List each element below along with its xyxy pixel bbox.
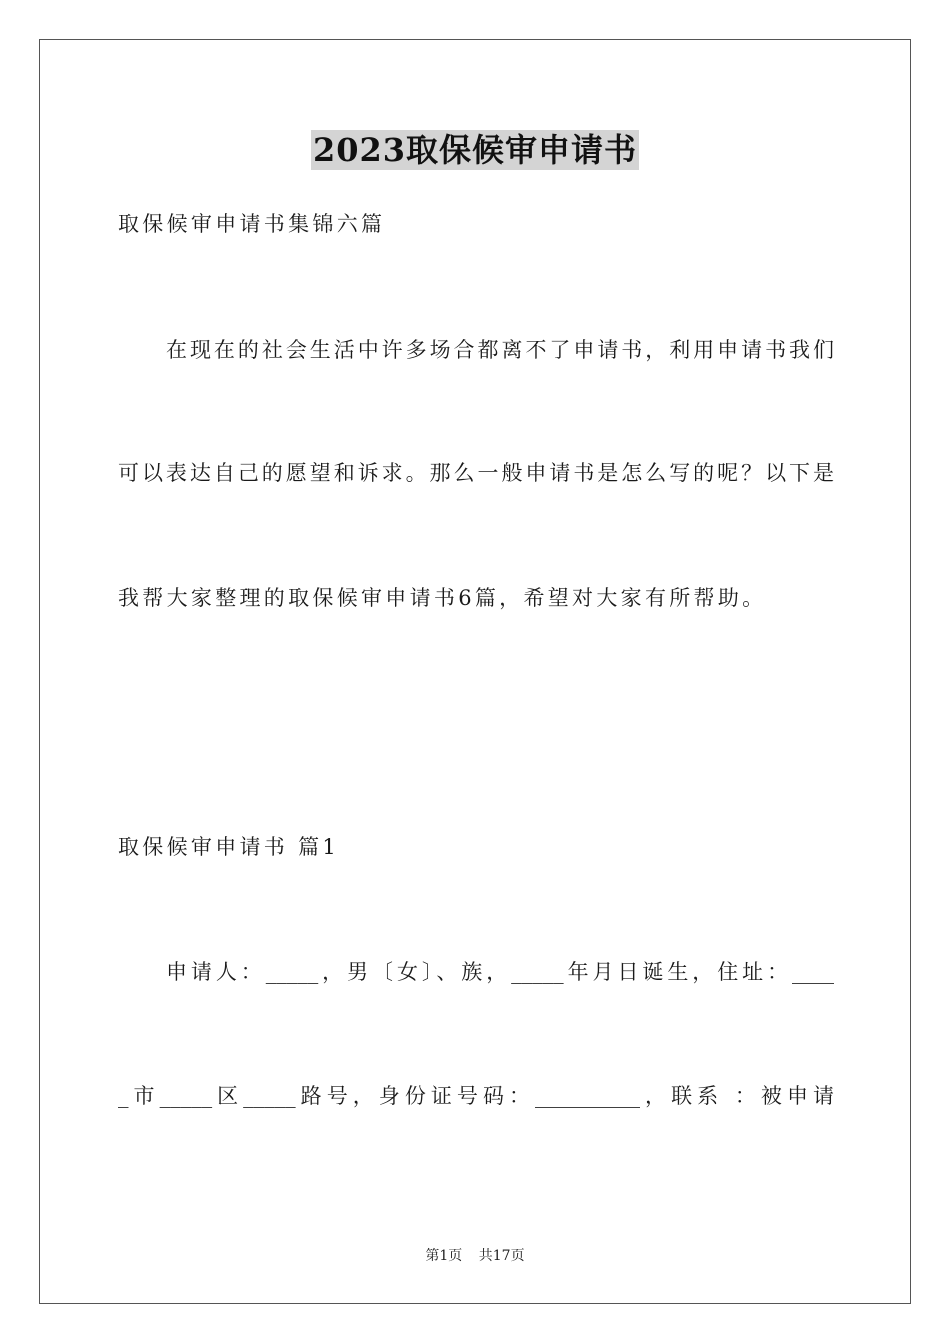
section-heading: 取保候审申请书 篇1: [118, 835, 340, 859]
document-subtitle: 取保候审申请书集锦六篇: [118, 212, 386, 236]
body-line-1: 申请人：_____，男〔女〕、族，_____年月日诞生，住址：____: [166, 960, 834, 984]
document-title-wrap: [0, 130, 950, 170]
page-footer: [0, 1246, 950, 1266]
document-title: 2023取保候审申请书: [312, 131, 638, 169]
intro-line-3: 我帮大家整理的取保候审申请书6篇，希望对大家有所帮助。: [118, 586, 767, 610]
page-total: 共17页: [478, 1248, 525, 1264]
page-number: 第1页: [425, 1248, 463, 1264]
intro-line-2: 可以表达自己的愿望和诉求。那么一般申请书是怎么写的呢？以下是: [118, 461, 834, 485]
body-line-2: _市_____区_____路号，身份证号码：__________，联系 ：被申请: [118, 1084, 834, 1108]
intro-line-1: 在现在的社会生活中许多场合都离不了申请书，利用申请书我们: [166, 338, 834, 362]
